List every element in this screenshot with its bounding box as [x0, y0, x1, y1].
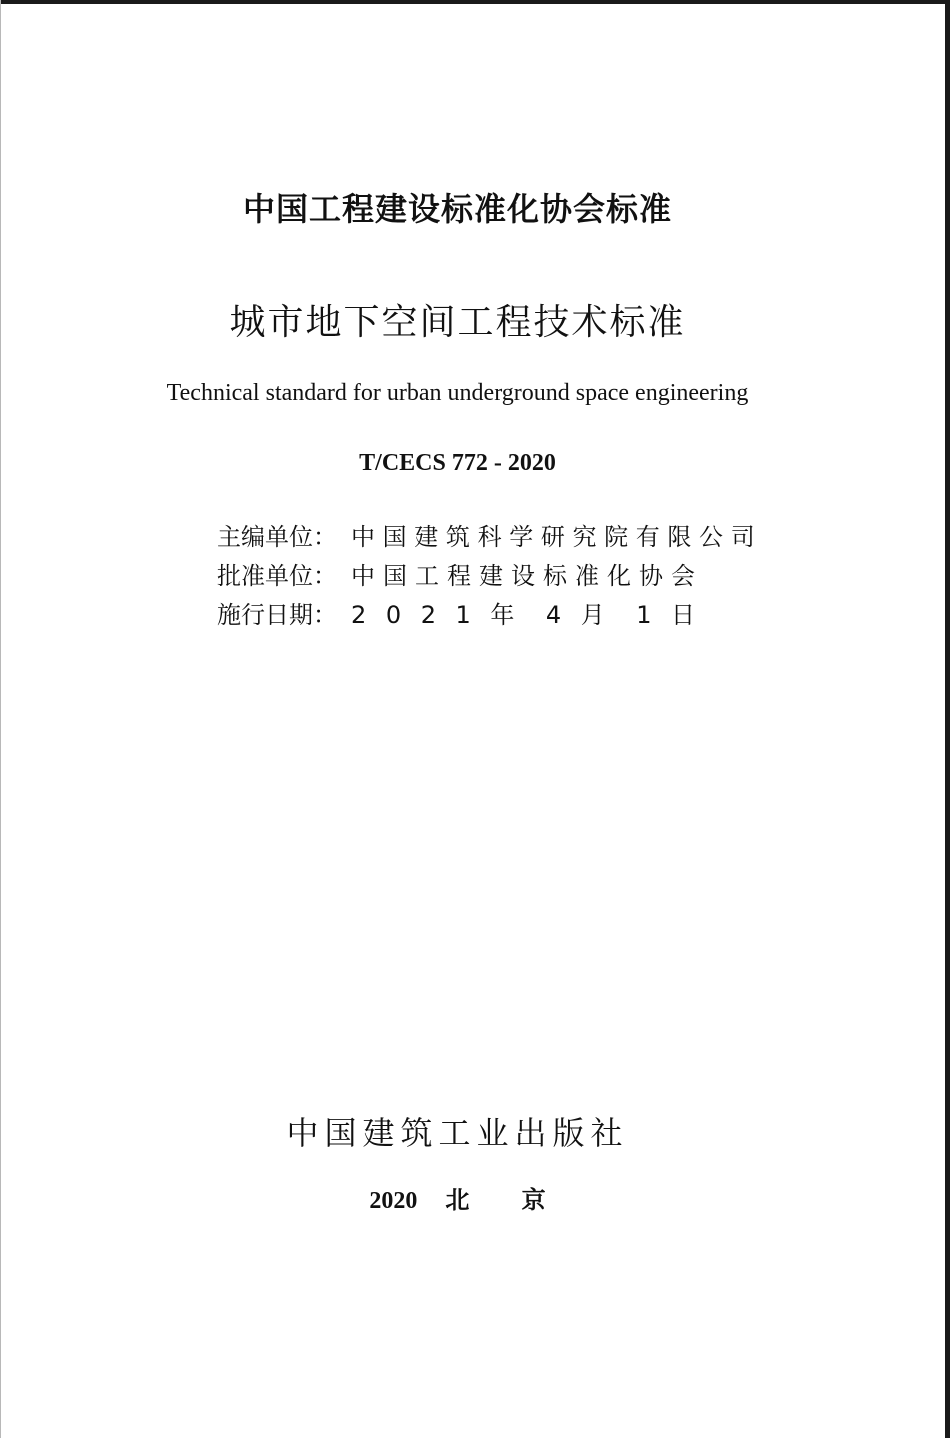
approver-label: 批准单位： — [217, 562, 337, 590]
publisher: 中国建筑工业出版社 — [286, 1114, 629, 1152]
publication-line — [0, 1180, 915, 1215]
page-border-top — [0, 0, 950, 4]
standard-info-block — [217, 518, 755, 635]
editor-value: 中 国 建 筑 科 学 研 究 院 有 限 公 司 — [351, 523, 755, 551]
date-label: 施行日期： — [217, 601, 337, 629]
title-english: Technical standard for urban underground space engineering — [166, 380, 749, 406]
page-border-right — [945, 0, 950, 1438]
editor-row — [217, 518, 755, 557]
publication-year: 2020 — [369, 1188, 418, 1214]
approver-value: 中 国 工 程 建 设 标 准 化 协 会 — [351, 562, 695, 590]
publication-city: 北 京 — [445, 1186, 546, 1214]
date-value: 2 0 2 1 年 4 月 1 日 — [351, 601, 696, 629]
standard-code: T/CECS 772 - 2020 — [359, 450, 556, 476]
editor-label: 主编单位： — [217, 523, 337, 551]
issuing-organization: 中国工程建设标准化协会标准 — [242, 190, 672, 228]
date-row — [217, 596, 695, 635]
approver-row — [217, 557, 695, 596]
title-chinese: 城市地下空间工程技术标准 — [229, 302, 686, 343]
